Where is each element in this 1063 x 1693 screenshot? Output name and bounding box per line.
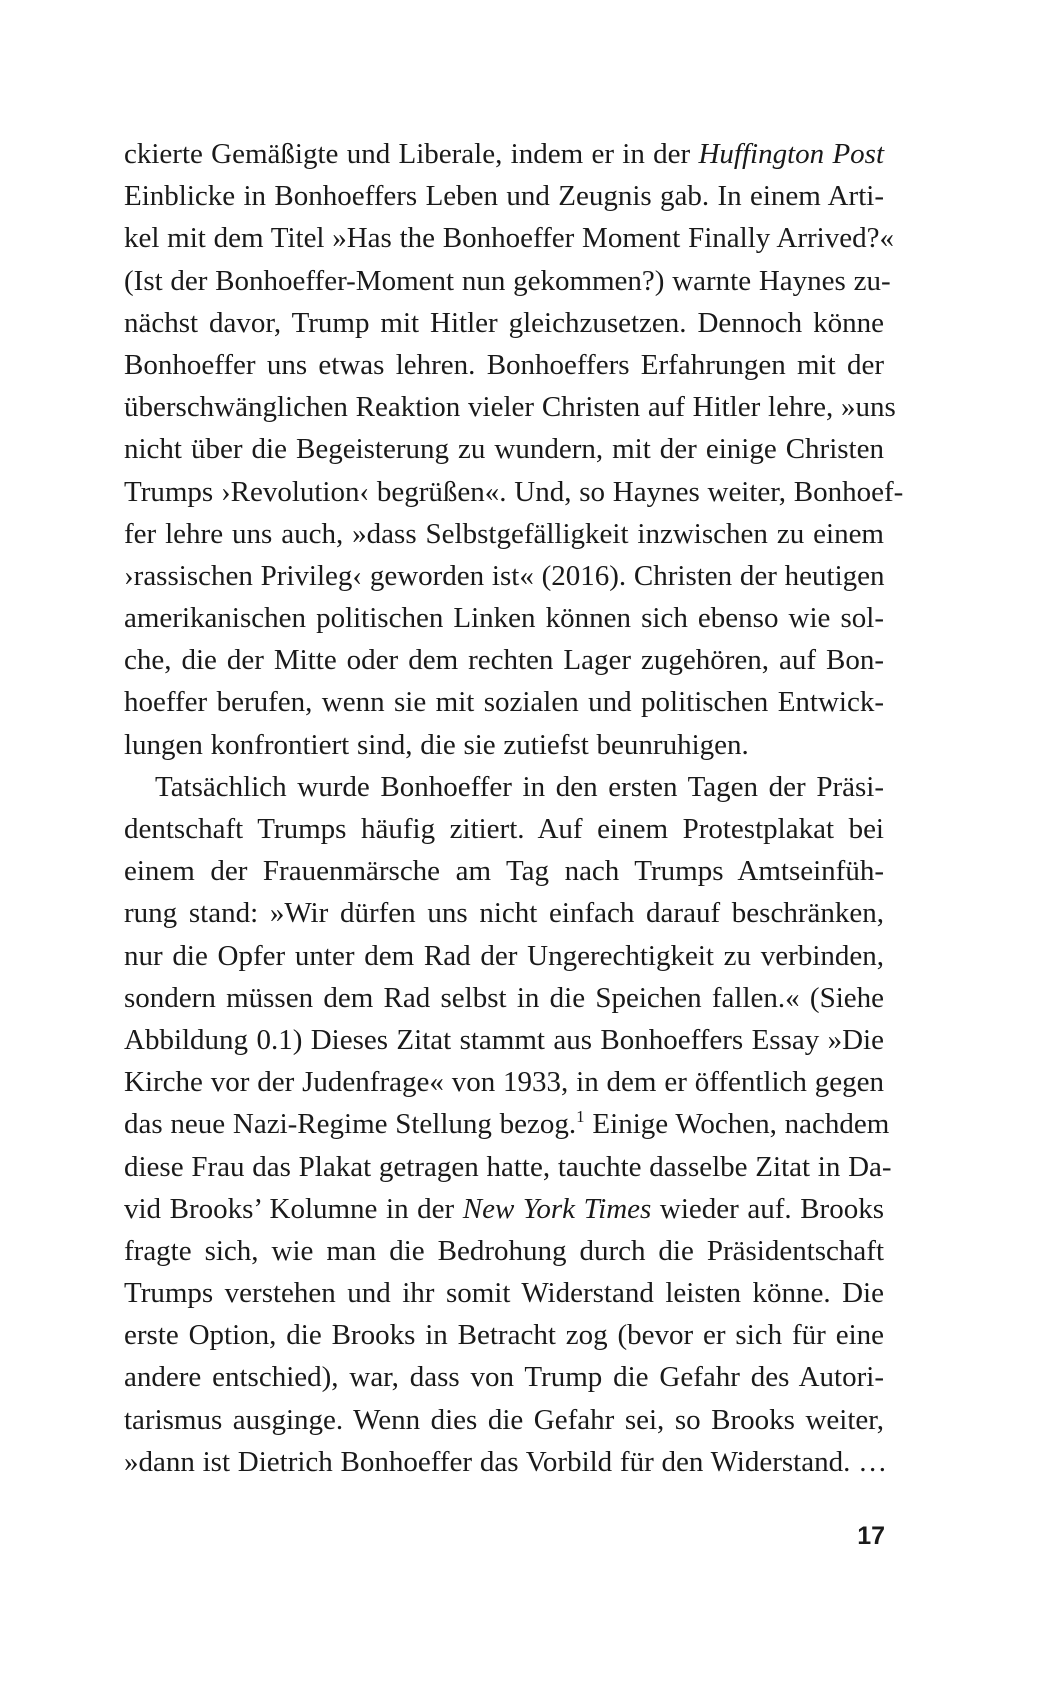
text-segment: andere entschied), war, dass von Trump die Gefahr des Autori- — [124, 1361, 884, 1394]
text-segment: amerikanischen politischen Linken können sich ebenso wie sol- — [124, 602, 884, 635]
text-segment: sondern müssen dem Rad selbst in die Speichen fallen.« (Siehe — [124, 981, 884, 1014]
text-line — [124, 1061, 884, 1103]
text-segment: einem der Frauenmärsche am Tag nach Trumps Amtseinfüh- — [124, 855, 884, 888]
text-segment: Bonhoeffer uns etwas lehren. Bonhoeffers Erfahrungen mit der — [124, 348, 884, 381]
text-line — [124, 175, 884, 217]
text-line — [124, 1188, 884, 1230]
text-segment: Einblicke in Bonhoeffers Leben und Zeugnis gab. In einem Arti- — [124, 180, 884, 213]
text-line — [124, 724, 884, 766]
text-segment: diese Frau das Plakat getragen hatte, tauchte dasselbe Zitat in Da- — [124, 1150, 892, 1183]
italic-title: Huffington Post — [698, 138, 884, 170]
text-line — [124, 1441, 888, 1483]
text-segment: Kirche vor der Judenfrage« von 1933, in dem er öffentlich gegen — [124, 1066, 884, 1099]
text-segment: erste Option, die Brooks in Betracht zog (bevor er sich für eine — [124, 1319, 884, 1352]
text-segment: rung stand: »Wir dürfen uns nicht einfach darauf beschränken, — [124, 897, 884, 930]
italic-title: New York Times — [462, 1192, 652, 1225]
text-segment: nächst davor, Trump mit Hitler gleichzusetzen. Dennoch könne — [124, 306, 884, 339]
text-line — [124, 808, 884, 850]
text-line — [124, 597, 884, 639]
text-line — [124, 344, 884, 386]
text-segment: tarismus ausginge. Wenn dies die Gefahr sei, so Brooks weiter, — [124, 1403, 884, 1436]
text-line — [124, 1314, 884, 1356]
text-line — [124, 977, 884, 1019]
text-line — [124, 892, 884, 934]
text-line — [124, 850, 884, 892]
text-line — [124, 555, 884, 597]
page-number: 17 — [857, 1522, 885, 1550]
text-line — [124, 1019, 884, 1061]
footnote-marker: 1 — [576, 1107, 585, 1127]
text-line — [124, 935, 884, 977]
text-line — [124, 386, 896, 428]
text-segment: nur die Opfer unter dem Rad der Ungerechtigkeit zu verbinden, — [124, 939, 884, 972]
text-segment: überschwänglichen Reaktion vieler Christen auf Hitler lehre, »uns — [124, 391, 896, 424]
text-line — [124, 133, 884, 175]
text-segment: das neue Nazi-Regime Stellung bezog. — [124, 1108, 577, 1141]
text-segment: lungen konfrontiert sind, die sie zutiefst beunruhigen. — [124, 728, 749, 761]
text-segment: che, die der Mitte oder dem rechten Lager zugehören, auf Bon- — [124, 644, 884, 677]
text-line — [124, 681, 884, 723]
text-segment: Abbildung 0.1) Dieses Zitat stammt aus Bonhoeffers Essay »Die — [124, 1023, 884, 1056]
text-line — [124, 1230, 884, 1272]
text-line — [124, 1146, 892, 1188]
text-line — [124, 766, 884, 808]
text-segment: dentschaft Trumps häufig zitiert. Auf einem Protestplakat bei — [124, 813, 884, 845]
text-line — [124, 639, 884, 681]
text-line — [124, 428, 884, 470]
text-segment: (Ist der Bonhoeffer-Moment nun gekommen?) warnte Haynes zu- — [124, 264, 891, 297]
body-text — [124, 133, 904, 1483]
text-line — [124, 513, 884, 555]
text-line — [124, 302, 884, 344]
text-segment: Tatsächlich wurde Bonhoeffer in den ersten Tagen der Präsi- — [155, 770, 884, 803]
text-segment: ›rassischen Privileg‹ geworden ist« (2016). Christen der heutigen — [124, 559, 885, 592]
text-line — [124, 260, 891, 302]
text-segment: »dann ist Dietrich Bonhoeffer das Vorbild für den Widerstand. … — [124, 1445, 888, 1478]
text-segment: nicht über die Begeisterung zu wundern, mit der einige Christen — [124, 433, 884, 466]
text-segment: hoeffer berufen, wenn sie mit sozialen und politischen Entwick- — [124, 686, 884, 719]
text-line — [124, 1272, 884, 1314]
text-segment: kel mit dem Titel »Has the Bonhoeffer Moment Finally Arrived?« — [124, 222, 894, 255]
text-line — [124, 1103, 890, 1145]
text-line — [124, 1399, 884, 1441]
text-line — [124, 1356, 884, 1398]
text-segment: Trumps ›Revolution‹ begrüßen«. Und, so Haynes weiter, Bonhoef- — [124, 475, 904, 508]
text-segment: vid Brooks’ Kolumne in der — [124, 1192, 463, 1225]
text-segment: fer lehre uns auch, »dass Selbstgefälligkeit inzwischen zu einem — [124, 517, 884, 550]
text-segment: fragte sich, wie man die Bedrohung durch die Präsidentschaft — [124, 1234, 884, 1267]
text-line — [124, 217, 894, 259]
text-segment: Einige Wochen, nachdem — [584, 1108, 890, 1141]
text-segment: Trumps verstehen und ihr somit Widerstand leisten könne. Die — [124, 1277, 884, 1310]
text-line — [124, 471, 904, 513]
text-segment: wieder auf. Brooks — [651, 1192, 884, 1225]
text-segment: ckierte Gemäßigte und Liberale, indem er in der — [124, 138, 699, 170]
